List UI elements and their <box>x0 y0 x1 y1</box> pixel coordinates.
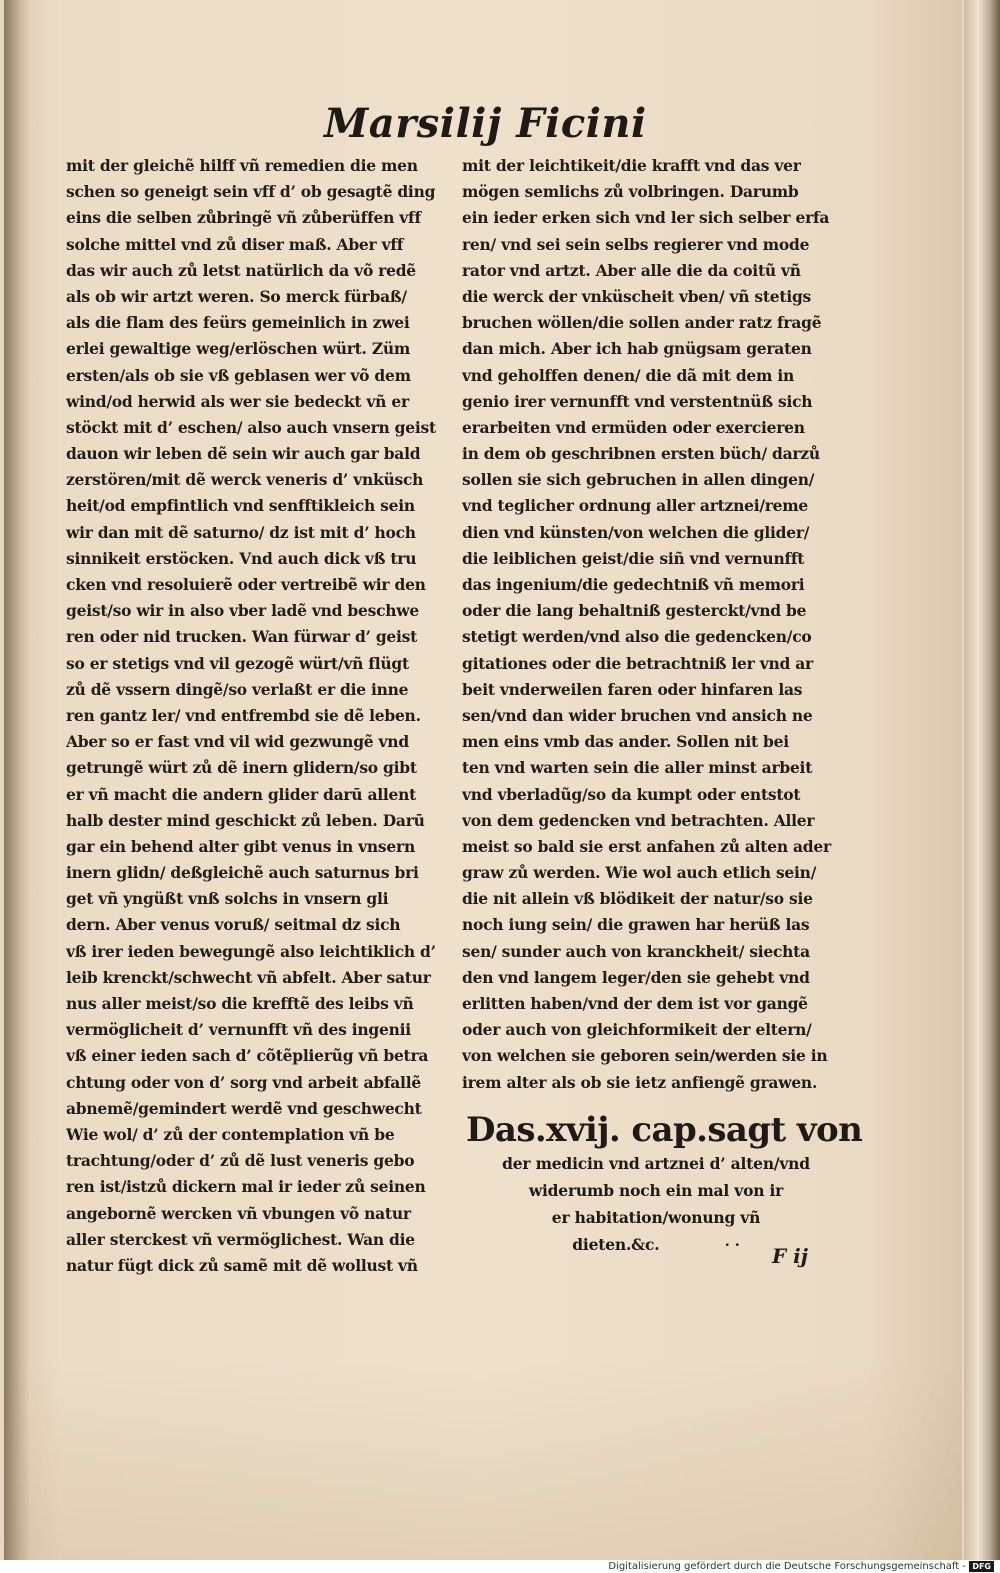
spine-shadow <box>4 0 30 1560</box>
text-line: geist/so wir in also vber ladẽ vnd beschwe <box>66 601 419 621</box>
chapter-subtitle-line: er habitation/wonung vñ <box>551 1208 761 1227</box>
text-line: so er stetigs vnd vil gezogẽ würt/vñ flügt <box>66 653 409 673</box>
right-text-column <box>462 153 854 1096</box>
text-line: in dem ob geschribnen ersten büch/ darzů <box>462 444 820 464</box>
text-line: das ingenium/die gedechtniß vñ memori <box>462 575 805 594</box>
footer-bar <box>0 1560 1000 1573</box>
footer-credit: Digitalisierung gefördert durch die Deutsche Forschungsgemeinschaft - <box>608 1561 966 1572</box>
paper-stain <box>4 1360 962 1560</box>
text-line: get vñ yngüßt vnß solchs in vnsern gli <box>66 889 389 909</box>
text-line: vnd teglicher ordnung aller artznei/reme <box>462 496 809 516</box>
dfg-logo: DFG <box>969 1561 994 1572</box>
text-line: leib krenckt/schwecht vñ abfelt. Aber satur <box>66 967 431 987</box>
text-line: dan mich. Aber ich hab gnügsam geraten <box>462 339 812 359</box>
text-line: oder die lang behaltniß gesterckt/vnd be <box>462 601 807 621</box>
text-line: men eins vmb das ander. Sollen nit bei <box>462 732 789 752</box>
text-line: vß einer ieden sach d’ cõtẽplierũg vñ betra <box>66 1046 429 1066</box>
text-line: vermöglicheit d’ vernunfft vñ des ingenii <box>66 1020 411 1040</box>
text-line: das wir auch zů letst natürlich da võ redẽ <box>66 260 416 280</box>
text-line: graw zů werden. Wie wol auch etlich sein/ <box>462 863 817 883</box>
text-line: gitationes oder die betrachtniß ler vnd ar <box>462 653 813 673</box>
text-line: ren/ vnd sei sein selbs regierer vnd mode <box>462 234 810 254</box>
text-line: noch iung sein/ die grawen har herüß las <box>462 915 810 935</box>
text-line: zů dẽ vssern dingẽ/so verlaßt er die inne <box>66 679 409 699</box>
text-line: die werck der vnküscheit vben/ vñ stetigs <box>462 286 812 306</box>
text-line: solche mittel vnd zů diser maß. Aber vff <box>66 234 404 254</box>
text-line: von dem gedencken vnd betrachten. Aller <box>462 810 815 830</box>
ornament-dots: · · <box>724 1236 740 1254</box>
running-head: Marsilij Ficini <box>324 100 647 147</box>
text-line: als ob wir artzt weren. So merck fürbaß/ <box>66 286 407 306</box>
text-line: eins die selben zůbringẽ vñ zůberüffen vff <box>66 208 421 228</box>
text-line: natur fügt dick zů samẽ mit dẽ wollust vñ <box>66 1255 418 1275</box>
text-line: vß irer ieden bewegungẽ also leichtiklich d’ <box>66 941 436 961</box>
text-line: sen/vnd dan wider bruchen vnd ansich ne <box>462 705 813 725</box>
text-line: als die flam des feürs gemeinlich in zwei <box>66 313 410 333</box>
text-line: mit der gleichẽ hilff vñ remedien die men <box>66 156 418 175</box>
text-line: ein ieder erken sich vnd ler sich selber erfa <box>462 208 830 228</box>
chapter-subtitle-line: der medicin vnd artznei d’ alten/vnd <box>502 1154 810 1173</box>
left-text-column <box>66 153 458 1279</box>
text-line: ten vnd warten sein die aller minst arbeit <box>462 758 813 778</box>
text-line: cken vnd resoluierẽ oder vertreibẽ wir den <box>66 575 426 594</box>
text-line: meist so bald sie erst anfahen zů alten ader <box>462 836 831 856</box>
text-line: erarbeiten vnd ermüden oder exercieren <box>462 417 805 437</box>
text-line: erlei gewaltige weg/erlöschen würt. Züm <box>66 339 411 359</box>
chapter-subtitle-text: dieten.&c. <box>572 1235 660 1254</box>
text-line: den vnd langem leger/den sie gehebt vnd <box>462 967 810 987</box>
text-line: wir dan mit dẽ saturno/ dz ist mit d’ hoch <box>66 522 416 542</box>
text-line: erlitten haben/vnd der dem ist vor gangẽ <box>462 994 808 1013</box>
text-line: wind/od herwid als wer sie bedeckt vñ er <box>66 391 409 411</box>
text-line: ren oder nid trucken. Wan fürwar d’ geist <box>66 627 418 647</box>
text-line: die leiblichen geist/die siñ vnd vernunfft <box>462 548 805 568</box>
text-line: mit der leichtikeit/die krafft vnd das ver <box>462 156 801 175</box>
text-line: beit vnderweilen faren oder hinfaren las <box>462 679 803 699</box>
text-line: aller sterckest vñ vermöglichest. Wan die <box>66 1229 415 1249</box>
text-line: sen/ sunder auch von kranckheit/ siechta <box>462 941 810 961</box>
text-line: nus aller meist/so die krefftẽ des leibs vñ <box>66 994 414 1013</box>
text-line: von welchen sie geboren sein/werden sie in <box>462 1046 828 1066</box>
text-line: zerstören/mit dẽ werck veneris d’ vnküsch <box>66 470 424 490</box>
book-page-edges <box>964 0 1000 1560</box>
text-line: ersten/als ob sie vß geblasen wer võ dem <box>66 365 411 385</box>
text-line: vnd geholffen denen/ die dã mit dem in <box>462 365 794 385</box>
signature-mark: F ij <box>772 1244 808 1268</box>
text-line: gar ein behend alter gibt venus in vnsern <box>66 836 415 856</box>
text-line: ren gantz ler/ vnd entfrembd sie dẽ leben. <box>66 705 421 725</box>
text-line: Aber so er fast vnd vil wid gezwungẽ vnd <box>66 732 409 752</box>
text-line: stetigt werden/vnd also die gedencken/co <box>462 627 812 647</box>
text-line: sinnikeit erstöcken. Vnd auch dick vß tru <box>66 548 417 568</box>
text-line: bruchen wöllen/die sollen ander ratz fragẽ <box>462 313 822 333</box>
text-line: die nit allein vß blödikeit der natur/so sie <box>462 889 813 909</box>
chapter-subtitle-line: widerumb noch ein mal von ir <box>528 1181 784 1200</box>
text-line: dern. Aber venus voruß/ seitmal dz sich <box>66 915 401 935</box>
text-line: getrungẽ würt zů dẽ inern glidern/so gibt <box>66 758 417 778</box>
text-line: vnd vberladũg/so da kumpt oder entstot <box>462 784 801 804</box>
paper-sheet <box>4 0 962 1560</box>
text-line: rator vnd artzt. Aber alle die da coitũ vñ <box>462 260 801 280</box>
chapter-heading: Das.xvij. cap.sagt von <box>466 1110 863 1150</box>
text-line: mögen semlichs zů volbringen. Darumb <box>462 182 799 202</box>
text-line: stöckt mit d’ eschen/ also auch vnsern geist <box>66 417 436 437</box>
text-line: er vñ macht die andern glider darū allent <box>66 784 417 804</box>
text-line: chtung oder von d’ sorg vnd arbeit abfallẽ <box>66 1072 421 1092</box>
text-line: irem alter als ob sie ietz anfiengẽ grawen. <box>462 1072 818 1092</box>
chapter-heading-block <box>466 1110 863 1259</box>
text-line: sollen sie sich gebruchen in allen dingen/ <box>462 470 815 490</box>
text-line: dien vnd künsten/von welchen die glider/ <box>462 522 810 542</box>
text-line: halb dester mind geschickt zů leben. Darū <box>66 810 425 830</box>
text-line: inern glidn/ deßgleichẽ auch saturnus bri <box>66 863 419 883</box>
text-line: ren ist/istzů dickern mal ir ieder zů seinen <box>66 1177 426 1197</box>
text-line: trachtung/oder d’ zů dẽ lust veneris gebo <box>66 1151 415 1171</box>
text-line: dauon wir leben dẽ sein wir auch gar bald <box>66 444 421 464</box>
text-line: schen so geneigt sein vff d’ ob gesagtẽ ding <box>66 182 436 202</box>
text-line: oder auch von gleichformikeit der eltern/ <box>462 1020 812 1040</box>
text-line: abnemẽ/gemindert werdẽ vnd geschwecht <box>66 1098 422 1118</box>
text-line: genio irer vernunfft vnd verstentnüß sich <box>462 391 813 411</box>
text-line: Wie wol/ d’ zů der contemplation vñ be <box>66 1124 395 1144</box>
text-line: angebornẽ wercken vñ vbungen võ natur <box>66 1203 411 1223</box>
text-line: heit/od empfintlich vnd senfftikleich sein <box>66 496 415 516</box>
